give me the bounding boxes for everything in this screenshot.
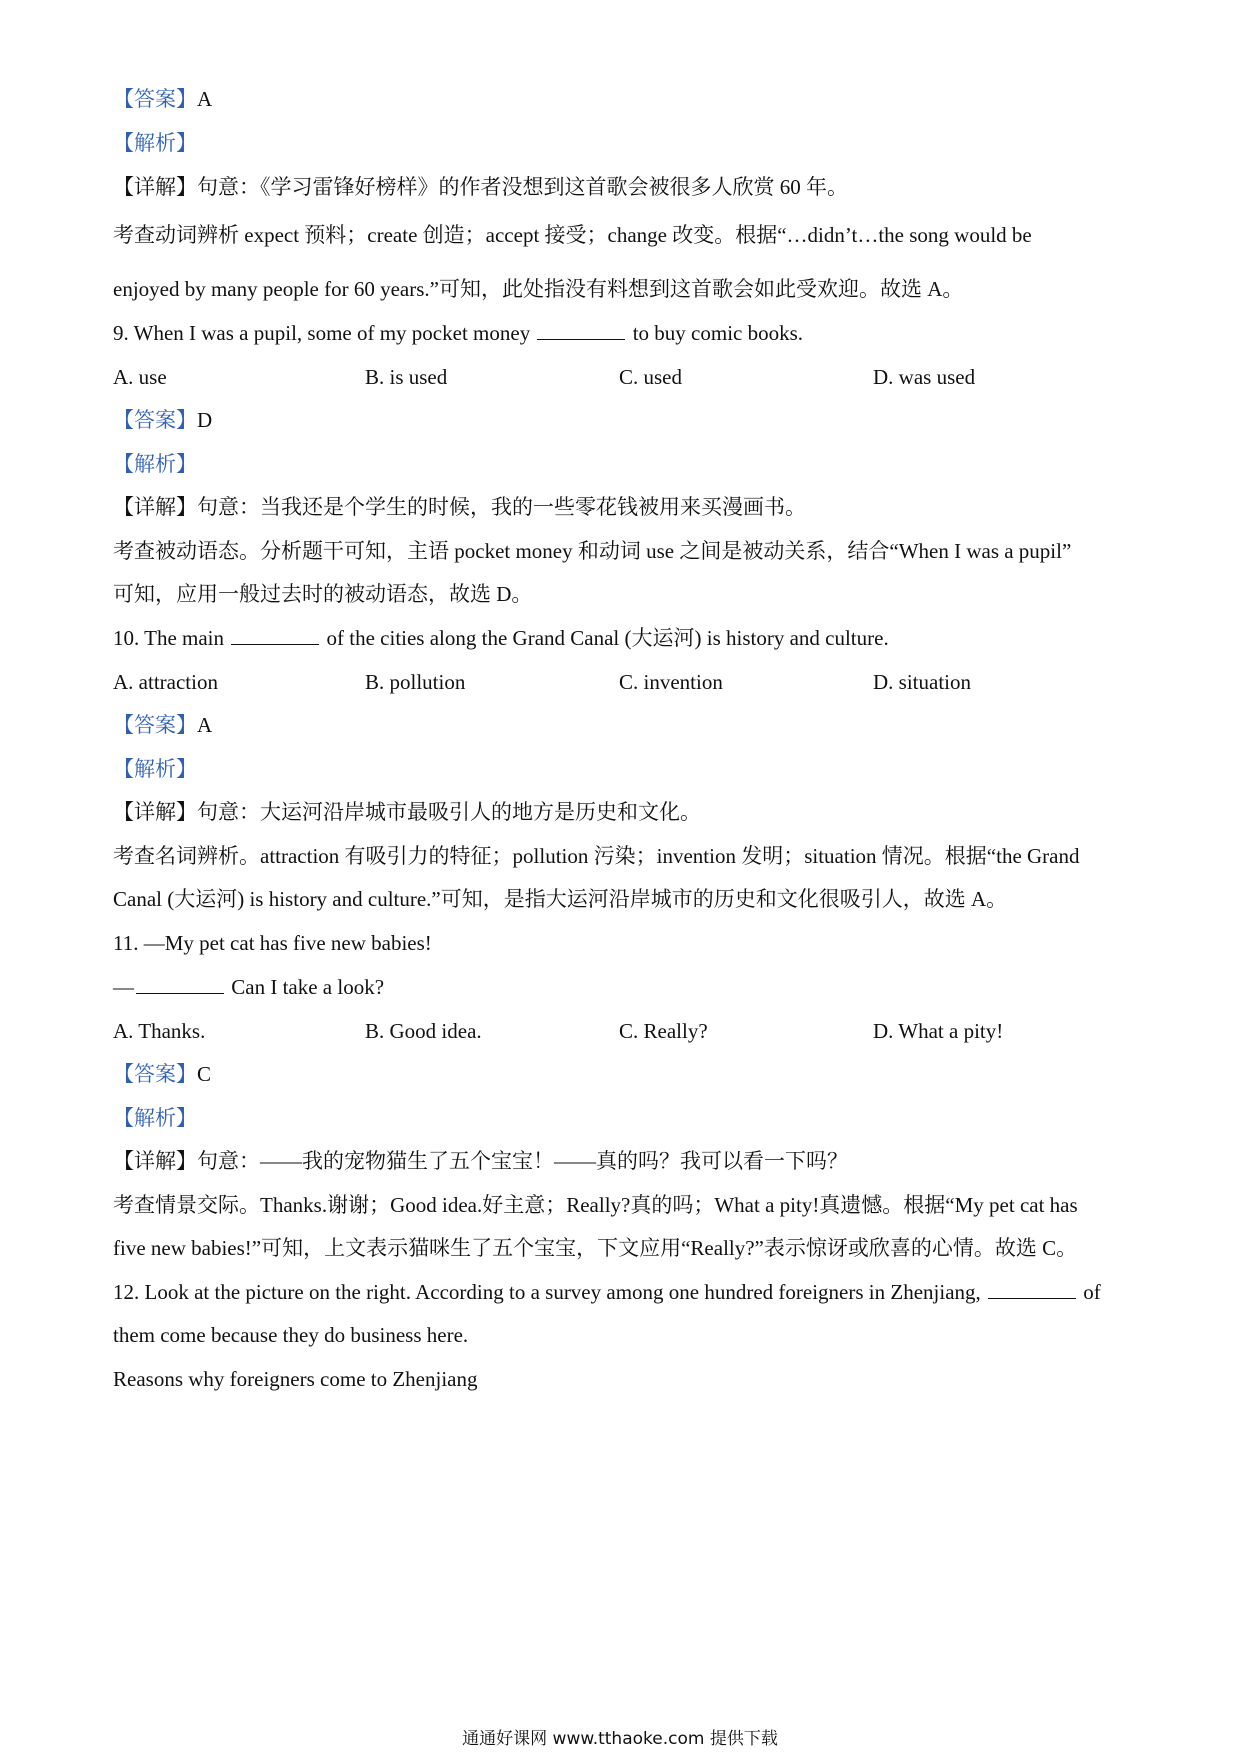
answer-tag: 【答案】 <box>113 87 197 111</box>
text-line <box>113 537 1130 565</box>
text-content: 考查名词辨析。attraction 有吸引力的特征；pollution 污染；invention 发明；situation 情况。根据“the Grand <box>113 844 1080 868</box>
option-c: C. invention <box>619 670 723 694</box>
text-line <box>113 580 1130 608</box>
question-text-before: 12. Look at the picture on the right. According to a survey among one hundred foreigners in Zhenjiang, <box>113 1280 987 1304</box>
text-content: enjoyed by many people for 60 years.”可知，此处指没有料想到这首歌会如此受欢迎。故选 A。 <box>113 277 964 301</box>
text-line <box>113 1234 1130 1262</box>
text-content: 可知，应用一般过去时的被动语态，故选 D。 <box>113 582 533 606</box>
text-content: 考查被动语态。分析题干可知，主语 pocket money 和动词 use 之间是被动关系，结合“When I was a pupil” <box>113 539 1072 563</box>
detail-text: 句意：当我还是个学生的时候，我的一些零花钱被用来买漫画书。 <box>197 495 806 519</box>
option-c: C. Really? <box>619 1019 708 1043</box>
answer-line <box>113 1060 1130 1088</box>
text-content: Reasons why foreigners come to Zhenjiang <box>113 1367 478 1391</box>
text-line <box>113 1365 1130 1393</box>
question-text-before: 10. The main <box>113 626 230 650</box>
answer-value: C <box>197 1062 212 1086</box>
fill-in-blank <box>537 321 625 340</box>
answer-line <box>113 711 1130 739</box>
option-a: A. use <box>113 365 167 389</box>
option-d: D. What a pity! <box>873 1019 1004 1043</box>
question-text-before: 9. When I was a pupil, some of my pocket money <box>113 321 536 345</box>
question-text-before: — <box>113 975 134 999</box>
text-line <box>113 221 1130 249</box>
analysis-tag: 【解析】 <box>113 757 197 781</box>
question-line <box>113 1278 1130 1306</box>
detail-tag: 【详解】 <box>113 800 197 824</box>
text-content: them come because they do business here. <box>113 1323 469 1347</box>
answer-tag: 【答案】 <box>113 408 197 432</box>
question-text-after: to buy comic books. <box>627 321 804 345</box>
option-d: D. was used <box>873 365 976 389</box>
text-line <box>113 885 1130 913</box>
option-b: B. pollution <box>365 670 466 694</box>
analysis-tag-line <box>113 450 1130 478</box>
answer-value: A <box>197 713 213 737</box>
fill-in-blank <box>988 1280 1076 1299</box>
answer-line <box>113 406 1130 434</box>
analysis-tag-line <box>113 1104 1130 1132</box>
answer-line <box>113 85 1130 113</box>
fill-in-blank <box>136 975 224 994</box>
analysis-tag-line <box>113 129 1130 157</box>
page-footer: 通通好课网 www.tthaoke.com 提供下载 <box>462 1729 778 1749</box>
detail-text: 句意：《学习雷锋好榜样》的作者没想到这首歌会被很多人欣赏 60 年。 <box>197 175 848 199</box>
analysis-tag-line <box>113 755 1130 783</box>
question-text-after: of <box>1078 1280 1101 1304</box>
detail-line <box>113 798 1130 826</box>
answer-value: A <box>197 87 213 111</box>
text-content: five new babies!”可知，上文表示猫咪生了五个宝宝，下文应用“Really?”表示惊讶或欣喜的心情。故选 C。 <box>113 1236 1078 1260</box>
detail-line <box>113 1147 1130 1175</box>
option-a: A. Thanks. <box>113 1019 206 1043</box>
text-content: 考查情景交际。Thanks.谢谢；Good idea.好主意；Really?真的吗；What a pity!真遗憾。根据“My pet cat has <box>113 1193 1078 1217</box>
option-b: B. Good idea. <box>365 1019 482 1043</box>
answer-value: D <box>197 408 213 432</box>
detail-text: 句意：——我的宠物猫生了五个宝宝！——真的吗？我可以看一下吗？ <box>197 1149 848 1173</box>
analysis-tag: 【解析】 <box>113 452 197 476</box>
text-line <box>113 275 1130 303</box>
detail-tag: 【详解】 <box>113 495 197 519</box>
option-a: A. attraction <box>113 670 218 694</box>
text-content: 考查动词辨析 expect 预料；create 创造；accept 接受；change 改变。根据“…didn’t…the song would be <box>113 223 1032 247</box>
detail-line <box>113 493 1130 521</box>
text-line <box>113 1191 1130 1219</box>
detail-tag: 【详解】 <box>113 175 197 199</box>
text-line <box>113 1321 1130 1349</box>
analysis-tag: 【解析】 <box>113 131 197 155</box>
option-c: C. used <box>619 365 682 389</box>
analysis-tag: 【解析】 <box>113 1106 197 1130</box>
question-text-after: Can I take a look? <box>226 975 385 999</box>
detail-tag: 【详解】 <box>113 1149 197 1173</box>
question-line <box>113 319 1130 347</box>
fill-in-blank <box>231 626 319 645</box>
text-content: Canal (大运河) is history and culture.”可知，是指大运河沿岸城市的历史和文化很吸引人，故选 A。 <box>113 887 1008 911</box>
text-line <box>113 842 1130 870</box>
option-b: B. is used <box>365 365 448 389</box>
text-line <box>113 929 1130 957</box>
text-content: 11. —My pet cat has five new babies! <box>113 931 432 955</box>
answer-tag: 【答案】 <box>113 713 197 737</box>
answer-tag: 【答案】 <box>113 1062 197 1086</box>
question-line <box>113 624 1130 652</box>
question-line <box>113 973 1130 1001</box>
detail-line <box>113 173 1130 201</box>
option-d: D. situation <box>873 670 971 694</box>
detail-text: 句意：大运河沿岸城市最吸引人的地方是历史和文化。 <box>197 800 701 824</box>
question-text-after: of the cities along the Grand Canal (大运河) is history and culture. <box>321 626 889 650</box>
